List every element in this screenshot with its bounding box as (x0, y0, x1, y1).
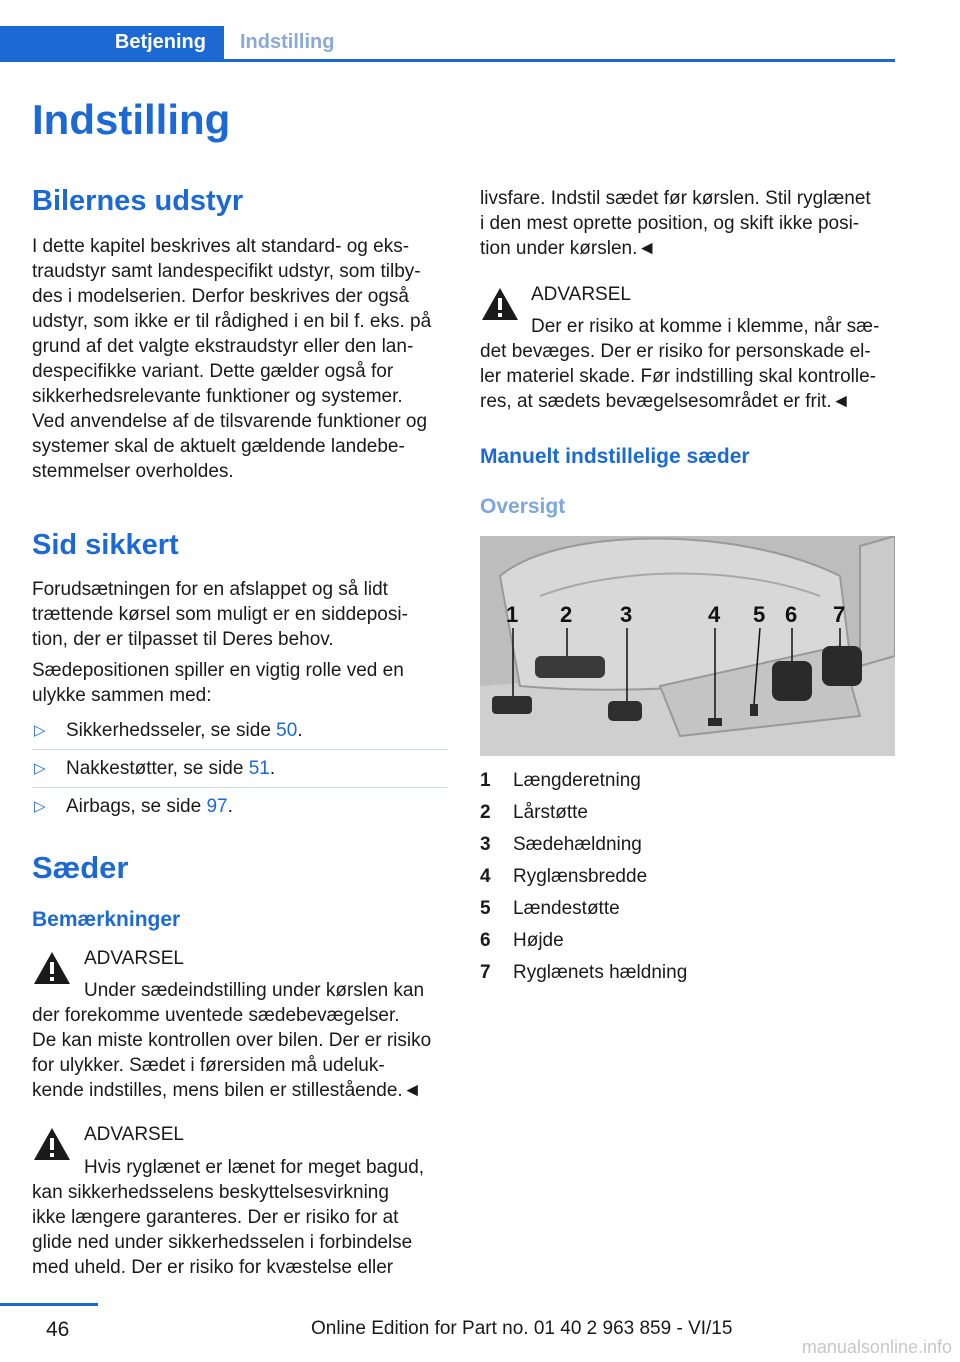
watermark: manualsonline.info (801, 1337, 952, 1357)
header-rule (0, 59, 895, 62)
heading-bilernes-udstyr: Bilernes udstyr (32, 185, 244, 217)
header-tabbar (0, 26, 895, 62)
text-line: ler materiel skade. Før indstilling skal kontrolle‐ (480, 366, 876, 387)
paragraph-continued (480, 186, 900, 261)
heading-sid-sikkert: Sid sikkert (32, 529, 179, 561)
divider (32, 749, 448, 750)
tab-betjening[interactable]: Betjening (0, 26, 224, 59)
seat-controls-illustration (480, 536, 895, 756)
text-line: tion under kørslen.◄ (480, 238, 657, 259)
page-title: Indstilling (32, 96, 231, 143)
figure-label-3: 3 (620, 602, 633, 627)
text-line: grund af det valgte ekstraudstyr eller den lan‐ (32, 336, 414, 357)
triangle-bullet-icon: ▷ (34, 722, 46, 739)
text-line: sikkerhedsrelevante funktioner og systemer. (32, 386, 403, 407)
figure-label-1: 1 (506, 602, 519, 627)
subheading-oversigt: Oversigt (480, 495, 566, 518)
text-line: des i modelserien. Derfor beskrives der også (32, 286, 410, 307)
text-line: ulykke sammen med: (32, 685, 212, 706)
paragraph-bilernes-udstyr (32, 234, 452, 484)
text-line: stemmelser overholdes. (32, 461, 234, 482)
text-line: ikke længere garanteres. Der er risiko for at (32, 1207, 399, 1228)
warning-text (32, 1180, 452, 1280)
figure-label-4: 4 (708, 602, 721, 627)
text-line: despecifikke variant. Dette gælder også for (32, 361, 394, 382)
warning-triangle-icon (32, 1126, 72, 1162)
page-link-51[interactable]: 51 (248, 758, 270, 779)
warning-title: ADVARSEL (84, 948, 184, 969)
triangle-bullet-icon: ▷ (34, 760, 46, 777)
list-item: ▷ Nakkestøtter, se side 51. (34, 758, 276, 779)
figure-legend (480, 765, 895, 989)
figure-label-2: 2 (560, 602, 573, 627)
subheading-manuelt: Manuelt indstillelige sæder (480, 445, 750, 468)
text-line: Ved anvendelse af de tilsvarende funktioner og (32, 411, 428, 432)
list-item: ▷ Sikkerhedsseler, se side 50. (34, 720, 303, 741)
text-line: traudstyr samt landespecifikt udstyr, som tilby‐ (32, 261, 421, 282)
text-line: udstyr, som ikke er til rådighed i en bil f. eks. på (32, 311, 432, 332)
warning-text-first: Der er risiko at komme i klemme, når sæ‐ (531, 316, 880, 337)
legend-item: 4 Ryglænsbredde (480, 866, 648, 887)
text-line: I dette kapitel beskrives alt standard- og eks‐ (32, 236, 410, 257)
tab-indstilling[interactable]: Indstilling (240, 31, 335, 53)
legend-item: 1 Længderetning (480, 770, 641, 791)
seat-drawing (480, 536, 895, 756)
text-line: glide ned under sikkerhedsselen i forbindelse (32, 1232, 413, 1253)
footer-rule (0, 1303, 98, 1306)
warning-text (480, 339, 900, 414)
subheading-bemaerkninger: Bemærkninger (32, 908, 181, 931)
text-line: systemer skal de aktuelt gældende landebe‐ (32, 436, 405, 457)
page-number: 46 (46, 1318, 70, 1341)
warning-text-first: Hvis ryglænet er lænet for meget bagud, (84, 1157, 425, 1178)
legend-item: 7 Ryglænets hældning (480, 962, 688, 983)
text-line: der forekomme uventede sædebevægelser. (32, 1005, 400, 1026)
page-link-97[interactable]: 97 (206, 796, 228, 817)
figure-label-6: 6 (785, 602, 798, 627)
figure-label-5: 5 (753, 602, 766, 627)
text-line: res, at sædets bevægelsesområdet er frit.◄ (480, 391, 851, 412)
list-item: ▷ Airbags, se side 97. (34, 796, 233, 817)
legend-item: 5 Lændestøtte (480, 898, 620, 919)
edition-text: Online Edition for Part no. 01 40 2 963 859 - VI/15 (311, 1318, 733, 1339)
warning-title: ADVARSEL (84, 1124, 184, 1145)
text-line: i den mest oprette position, og skift ikke posi‐ (480, 213, 860, 234)
page-link-50[interactable]: 50 (276, 720, 298, 741)
warning-title: ADVARSEL (531, 284, 631, 305)
triangle-bullet-icon: ▷ (34, 798, 46, 815)
bullet-list (32, 718, 448, 819)
text-line: med uheld. Der er risiko for kvæstelse eller (32, 1257, 394, 1278)
figure-label-7: 7 (833, 602, 846, 627)
warning-triangle-icon (32, 950, 72, 986)
text-line: livsfare. Indstil sædet før kørslen. Stil ryglænet (480, 188, 871, 209)
text-line: det bevæges. Der er risiko for personskade el‐ (480, 341, 871, 362)
text-line: Forudsætningen for en afslappet og så lidt (32, 579, 388, 600)
text-line: De kan miste kontrollen over bilen. Der er risiko (32, 1030, 432, 1051)
heading-saeder: Sæder (32, 850, 129, 885)
legend-item: 2 Lårstøtte (480, 802, 588, 823)
text-line: tion, der er tilpasset til Deres behov. (32, 629, 334, 650)
paragraph-sid-sikkert (32, 577, 452, 652)
legend-item: 3 Sædehældning (480, 834, 642, 855)
text-line: kan sikkerhedsselens beskyttelsesvirkning (32, 1182, 389, 1203)
text-line: kende indstilles, mens bilen er stillestående.◄ (32, 1080, 422, 1101)
text-line: trættende kørsel som muligt er en siddeposi‐ (32, 604, 408, 625)
text-line: Sædepositionen spiller en vigtig rolle ved en (32, 660, 404, 681)
warning-triangle-icon (480, 286, 520, 322)
text-line: for ulykker. Sædet i førersiden må udeluk‐ (32, 1055, 385, 1076)
warning-text-first: Under sædeindstilling under kørslen kan (84, 980, 425, 1001)
warning-text (32, 1003, 452, 1103)
paragraph-saedepositionen (32, 658, 452, 708)
legend-item: 6 Højde (480, 930, 564, 951)
divider (32, 787, 448, 788)
